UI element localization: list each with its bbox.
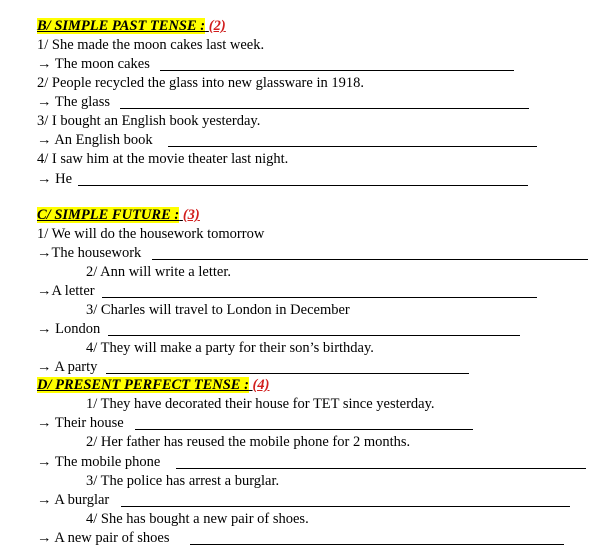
section-d-points: (4) (252, 377, 270, 393)
section-b-answer-blank-2[interactable] (120, 108, 529, 109)
section-d-sentence-2: 2/ Her father has reused the mobile phone for 2 months. (86, 434, 411, 450)
section-d-sentence-1: 1/ They have decorated their house for TET since yesterday. (86, 396, 435, 412)
section-c-answer-blank-4[interactable] (106, 373, 469, 374)
section-d-heading (37, 376, 269, 395)
section-b-answer-label-4: → He (37, 171, 73, 187)
section-b-heading (37, 17, 226, 36)
section-c-sentence-3: 3/ Charles will travel to London in December (86, 302, 350, 318)
section-b-points: (2) (208, 18, 226, 34)
section-d-title: D/ PRESENT PERFECT TENSE : (37, 377, 249, 393)
section-b-sentence-3: 3/ I bought an English book yesterday. (37, 113, 261, 129)
section-b-answer-blank-4[interactable] (78, 185, 528, 186)
section-c-answer-label-4: → A party (37, 359, 98, 375)
section-c-answer-blank-1[interactable] (152, 259, 588, 260)
section-c-sentence-4: 4/ They will make a party for their son’s birthday. (86, 340, 374, 356)
section-b-answer-label-3: → An English book (37, 132, 153, 148)
section-b-sentence-1: 1/ She made the moon cakes last week. (37, 37, 265, 53)
section-c-sentence-1: 1/ We will do the housework tomorrow (37, 226, 265, 242)
section-b-answer-blank-1[interactable] (160, 70, 514, 71)
section-d-answer-label-2: → The mobile phone (37, 454, 161, 470)
section-d-answer-label-4: → A new pair of shoes (37, 530, 170, 546)
section-d-answer-blank-2[interactable] (176, 468, 586, 469)
section-b-answer-label-2: → The glass (37, 94, 111, 110)
section-d-answer-blank-3[interactable] (121, 506, 570, 507)
section-b-answer-blank-3[interactable] (168, 146, 537, 147)
section-b-sentence-2: 2/ People recycled the glass into new glassware in 1918. (37, 75, 364, 91)
section-d-sentence-4: 4/ She has bought a new pair of shoes. (86, 511, 309, 527)
section-c-heading (37, 206, 200, 225)
section-c-answer-blank-2[interactable] (102, 297, 537, 298)
section-d-answer-label-1: → Their house (37, 415, 124, 431)
section-c-answer-blank-3[interactable] (108, 335, 520, 336)
section-c-answer-label-3: → London (37, 321, 101, 337)
section-c-title: C/ SIMPLE FUTURE : (37, 207, 180, 223)
section-d-answer-blank-1[interactable] (135, 429, 473, 430)
section-b-answer-label-1: → The moon cakes (37, 56, 150, 72)
section-b-sentence-4: 4/ I saw him at the movie theater last night. (37, 151, 289, 167)
section-b-title: B/ SIMPLE PAST TENSE : (37, 18, 206, 34)
section-c-answer-label-1: →The housework (37, 245, 142, 261)
section-d-sentence-3: 3/ The police has arrest a burglar. (86, 473, 280, 489)
section-c-answer-label-2: →A letter (37, 283, 95, 299)
section-c-sentence-2: 2/ Ann will write a letter. (86, 264, 231, 280)
section-c-points: (3) (182, 207, 200, 223)
section-d-answer-blank-4[interactable] (190, 544, 564, 545)
section-d-answer-label-3: → A burglar (37, 492, 110, 508)
